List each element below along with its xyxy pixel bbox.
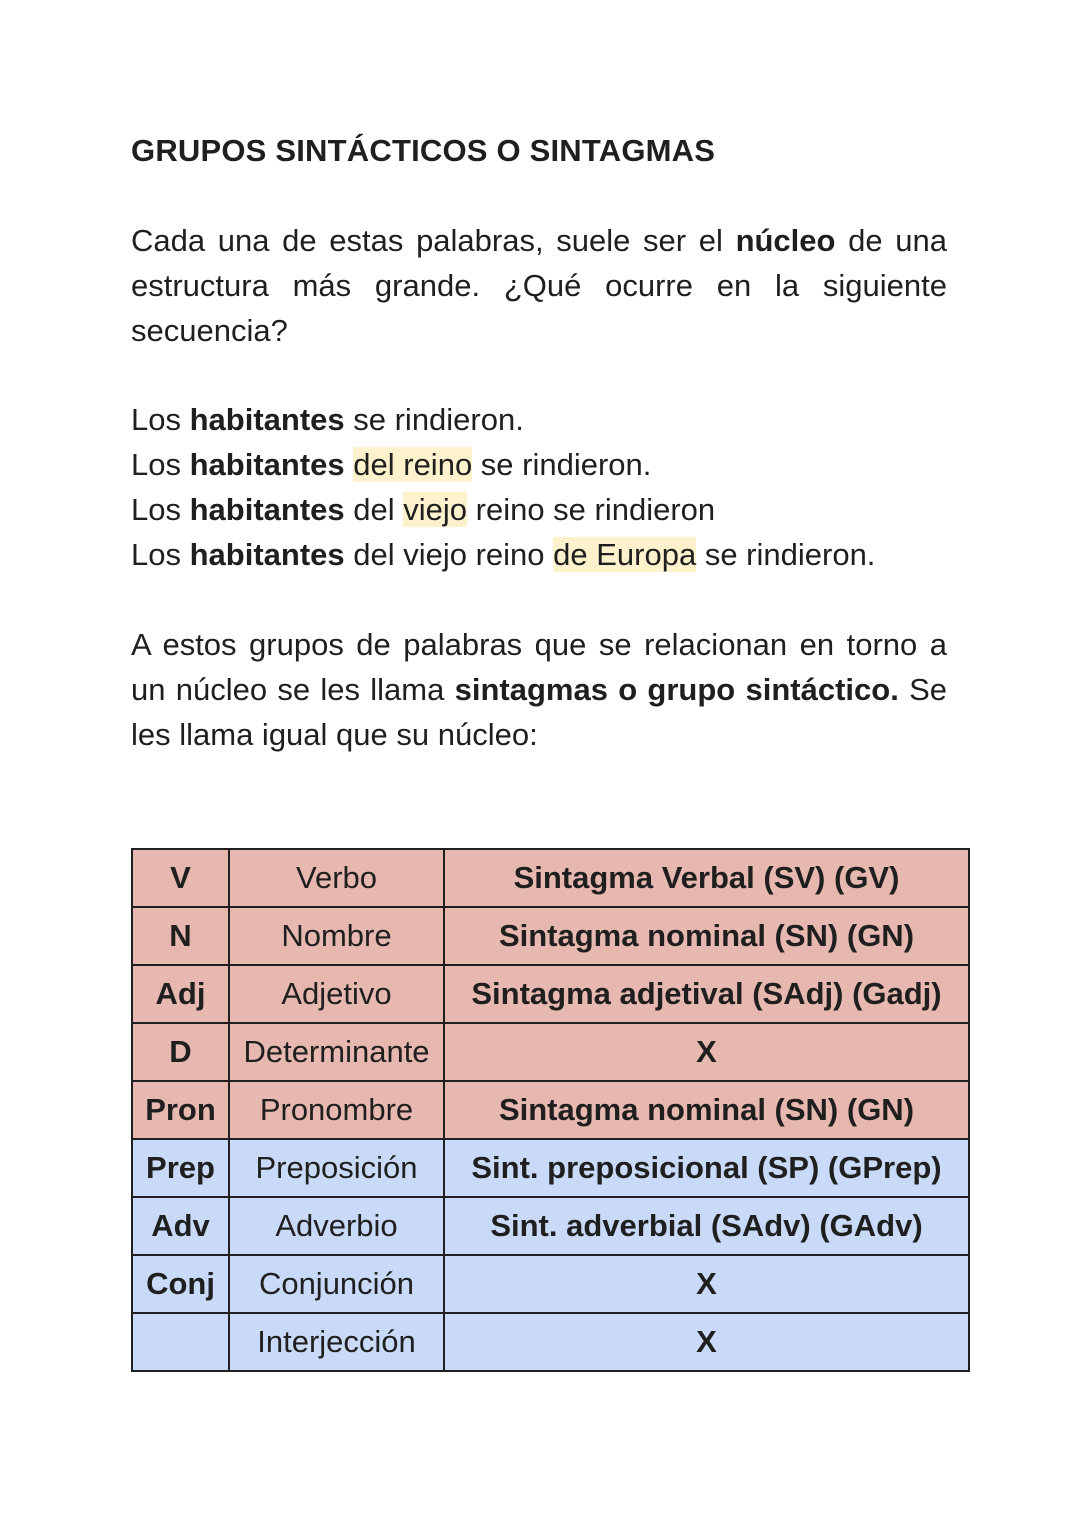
category-cell: Preposición — [229, 1139, 444, 1197]
example-head: habitantes — [189, 492, 345, 527]
sintagma-cell: Sint. adverbial (SAdv) (GAdv) — [444, 1197, 969, 1255]
category-cell: Verbo — [229, 849, 444, 907]
abbr-cell: D — [132, 1023, 229, 1081]
abbr-cell: Adj — [132, 965, 229, 1023]
sintagma-table-body — [132, 849, 969, 1371]
example-sentence — [131, 442, 875, 487]
category-cell: Adverbio — [229, 1197, 444, 1255]
abbr-cell: N — [132, 907, 229, 965]
definition-text-2: Se les llama igual que su núcleo: — [131, 672, 947, 752]
example-mid — [345, 447, 354, 482]
example-highlight: viejo — [403, 492, 468, 527]
abbr-cell: Conj — [132, 1255, 229, 1313]
definition-paragraph — [131, 622, 947, 757]
category-cell: Interjección — [229, 1313, 444, 1371]
abbr-cell: Adv — [132, 1197, 229, 1255]
table-row — [132, 849, 969, 907]
intro-text-2: de una estructura más grande. ¿Qué ocurre en la siguiente secuencia? — [131, 223, 948, 348]
abbr-cell — [132, 1313, 229, 1371]
sintagma-cell: X — [444, 1023, 969, 1081]
category-cell: Adjetivo — [229, 965, 444, 1023]
definition-text-1: A estos grupos de palabras que se relacionan en torno a un núcleo se les llama — [131, 627, 947, 707]
example-pre: Los — [131, 492, 190, 527]
abbr-cell: Pron — [132, 1081, 229, 1139]
sintagma-cell: Sintagma Verbal (SV) (GV) — [444, 849, 969, 907]
example-mid: del — [344, 492, 404, 527]
abbr-cell: V — [132, 849, 229, 907]
definition-bold: sintagmas o grupo sintáctico. — [454, 672, 899, 707]
example-highlight: del reino — [353, 447, 473, 482]
table-row — [132, 1081, 969, 1139]
intro-bold-nucleo: núcleo — [735, 223, 836, 258]
example-pre: Los — [131, 537, 190, 572]
intro-text-1: Cada una de estas palabras, suele ser el — [131, 223, 736, 258]
example-mid: se rindieron. — [344, 402, 524, 437]
example-sentences — [131, 397, 875, 577]
abbr-cell: Prep — [132, 1139, 229, 1197]
sintagma-cell: X — [444, 1255, 969, 1313]
category-cell: Determinante — [229, 1023, 444, 1081]
example-sentence — [131, 487, 875, 532]
category-cell: Conjunción — [229, 1255, 444, 1313]
table-row — [132, 965, 969, 1023]
example-head: habitantes — [189, 537, 345, 572]
example-pre: Los — [131, 402, 190, 437]
example-post: reino se rindieron — [467, 492, 716, 527]
example-highlight: de Europa — [553, 537, 697, 572]
sintagma-cell: Sintagma adjetival (SAdj) (Gadj) — [444, 965, 969, 1023]
sintagma-cell: Sint. preposicional (SP) (GPrep) — [444, 1139, 969, 1197]
example-pre: Los — [131, 447, 190, 482]
table-row — [132, 1313, 969, 1371]
example-sentence — [131, 532, 875, 577]
table-row — [132, 1139, 969, 1197]
example-mid: del viejo reino — [344, 537, 554, 572]
table-row — [132, 1023, 969, 1081]
example-head: habitantes — [189, 447, 345, 482]
category-cell: Pronombre — [229, 1081, 444, 1139]
example-head: habitantes — [189, 402, 345, 437]
table-row — [132, 907, 969, 965]
category-cell: Nombre — [229, 907, 444, 965]
sintagma-table — [131, 848, 970, 1372]
sintagma-cell: X — [444, 1313, 969, 1371]
example-post: se rindieron. — [472, 447, 652, 482]
page-title: GRUPOS SINTÁCTICOS O SINTAGMAS — [131, 133, 716, 168]
sintagma-cell: Sintagma nominal (SN) (GN) — [444, 907, 969, 965]
table-row — [132, 1197, 969, 1255]
sintagma-cell: Sintagma nominal (SN) (GN) — [444, 1081, 969, 1139]
example-sentence — [131, 397, 875, 442]
intro-paragraph — [131, 218, 947, 353]
table-row — [132, 1255, 969, 1313]
example-post: se rindieron. — [696, 537, 876, 572]
